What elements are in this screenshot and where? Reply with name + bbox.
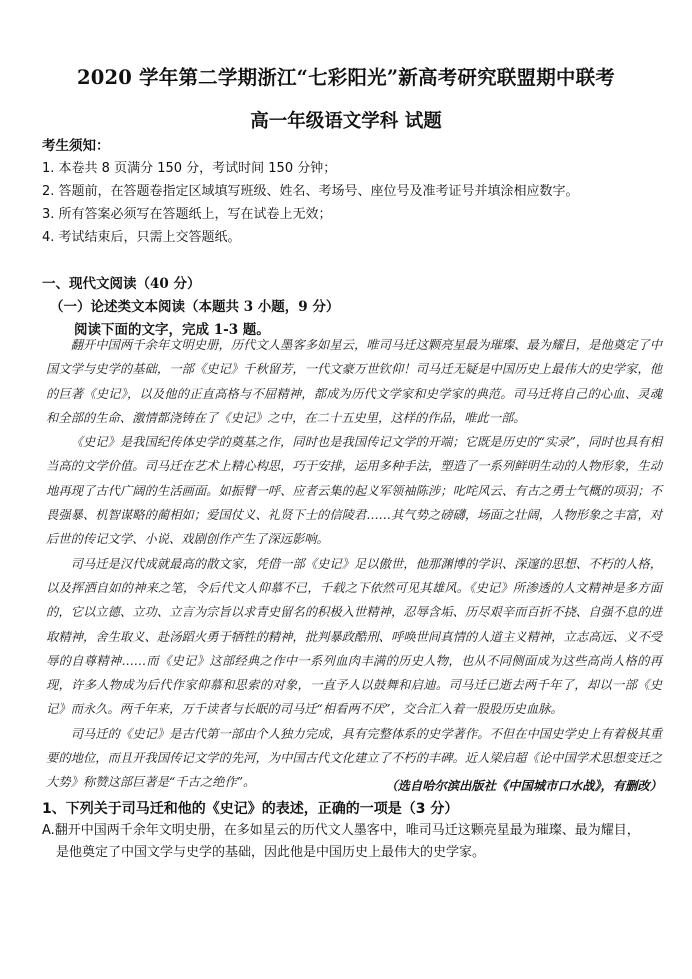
article-paragraph: 司马迁是汉代成就最高的散文家，凭借一部《史记》足以傲世，他那渊博的学识、深邃的思想、不朽的人格，以及挥洒自如的神来之笔，令后代文人仰慕不已，千载之下依然可见其雄风。《史记》所渗透的人文精神是多方面的，它以立德、立功、立言为宗旨以求青史留名的积极入世精神，忍辱含垢、历尽艰辛而百折不挠、自强不息的进取精神，舍生取义、赴汤蹈火勇于牺牲的精神，批判暴政酷刑、呼唤世间真情的人道主义精神，立志高远、义不受辱的自尊精神……而《史记》这部经典之作中一系列血肉丰满的历史人物，也从不同侧面成为这些高尚人格的再现，许多人物成为后代作家仰慕和思索的对象，一直予人以鼓舞和启迪。司马迁已逝去两千年了，却以一部《史记》而永久。两千年来，万千读者与长眠的司马迁“相看两不厌”，交合汇入着一股股历史血脉。 — [46, 556, 662, 717]
exam-title: 2020 学年第二学期浙江“七彩阳光”新高考研究联盟期中联考 — [77, 66, 615, 89]
subsection-heading: （一）论述类文本阅读（本题共 3 小题，9 分） — [50, 299, 340, 315]
question-1-stem: 1、下列关于司马迁和他的《史记》的表述，正确的一项是（3 分） — [42, 801, 459, 817]
notice-item: 3. 所有答案必须写在答题纸上，写在试卷上无效； — [42, 207, 332, 222]
article-source: （选自哈尔滨出版社《中国城市口水战》，有删改） — [385, 778, 662, 793]
option-a-line: A.翻开中国两千余年文明史册，在多如星云的历代文人墨客中，唯司马迁这颗亮星最为璀璨、最为耀目， — [42, 823, 640, 838]
section-heading: 一、现代文阅读（40 分） — [42, 276, 201, 292]
notice-heading: 考生须知： — [42, 138, 110, 154]
reading-instruction: 阅读下面的文字，完成 1-3 题。 — [74, 322, 270, 338]
exam-subtitle: 高一年级语文学科 试题 — [250, 111, 442, 132]
question-1-option-a — [42, 820, 664, 864]
article-body — [46, 333, 662, 795]
notice-item: 2. 答题前，在答题卷指定区域填写班级、姓名、考场号、座位号及准考证号并填涂相应数字。 — [42, 184, 579, 199]
article-paragraph: 司马迁的《史记》是古代第一部由个人独力完成，具有完整体系的史学著作。不但在中国史学史上有着极其重要的地位，而且开我国传记文学的先河，为中国古代文化建立了不朽的丰碑。近人梁启超《论中国学术思想变迁之大势》称赞这部巨著是“千古之绝作”。 — [46, 726, 662, 790]
notice-item: 4. 考试结束后，只需上交答题纸。 — [42, 230, 241, 245]
option-a-line: 是他奠定了中国文学与史学的基础，因此他是中国历史上最伟大的史学家。 — [56, 845, 486, 860]
notice-item: 1. 本卷共 8 页满分 150 分，考试时间 150 分钟； — [42, 161, 337, 176]
article-paragraph: 《史记》是我国纪传体史学的奠基之作，同时也是我国传记文学的开端；它既是历史的“实录”，同时也具有相当高的文学价值。司马迁在艺术上精心构思，巧于安排，运用多种手法，塑造了一系列鲜明生动的人物形象，生动地再现了古代广阔的生活画面。如振臂一呼、应者云集的起义军领袖陈涉；叱咤风云、有古之勇士气概的项羽；不畏强暴、机智谋略的蔺相如；爱国仗义、礼贤下士的信陵君……其气势之磅礴，场面之壮阔，人物形象之丰富，对后世的传记文学、小说、戏剧创作产生了深远影响。 — [46, 435, 662, 547]
article-paragraph: 翻开中国两千余年文明史册，历代文人墨客多如星云，唯司马迁这颗亮星最为璀璨、最为耀目，是他奠定了中国文学与史学的基础，一部《史记》千秋留芳，一代文豪万世钦仰！司马迁无疑是中国历史上最伟大的史学家，他的巨著《史记》，以及他的正直高格与不屈精神，都成为历代文学家和史学家的典范。司马迁将自己的心血、灵魂和全部的生命、激情都浇铸在了《史记》之中，在二十五史里，这样的作品，唯此一部。 — [46, 338, 662, 425]
